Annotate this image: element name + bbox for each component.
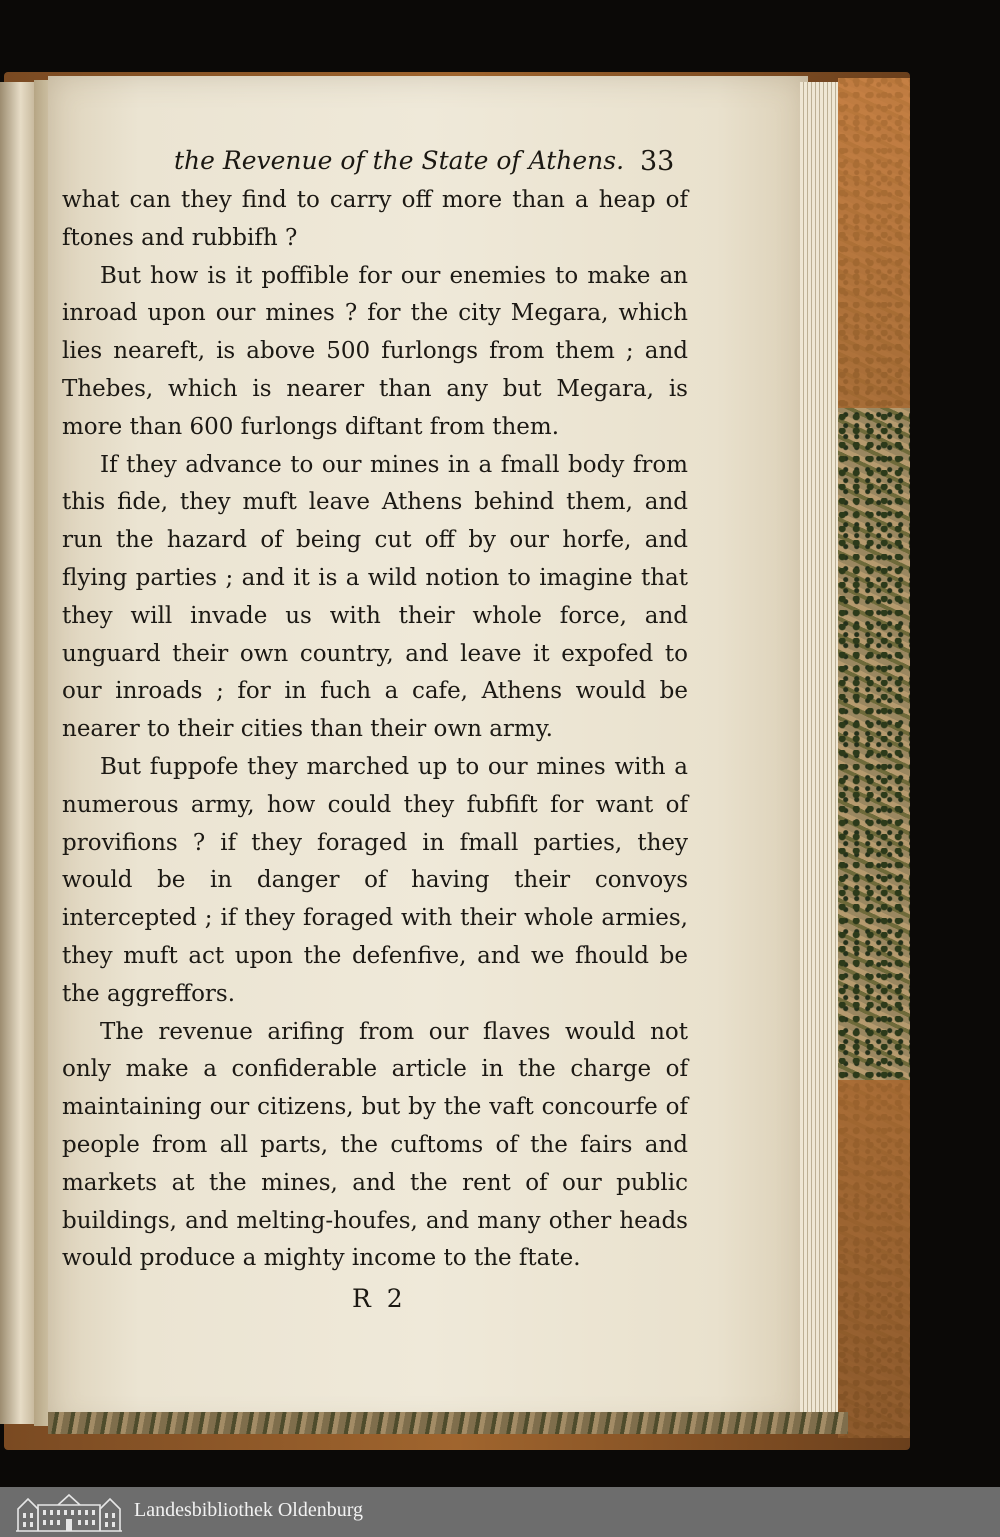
running-head bbox=[174, 146, 694, 186]
paragraph: But fuppofe they marched up to our mines with a numerous army, how could they fubfift for want of provifions ? if they foraged in fmall parties, they would be in danger of having their convoys intercepted ; if they foraged with their whole armies, they muft act upon the defenfive, and we fhould be the aggreffors. bbox=[62, 753, 688, 1007]
library-name: Landesbibliothek Oldenburg bbox=[134, 1499, 364, 1521]
signature-mark: R 2 bbox=[352, 1284, 407, 1313]
bottom-cover-strip bbox=[48, 1412, 848, 1434]
leather-corner-top bbox=[838, 78, 910, 408]
page-number: 33 bbox=[640, 146, 675, 177]
paragraph: If they advance to our mines in a fmall body from this fide, they muft leave Athens behind them, and run the hazard of being cut off by our horfe, and flying parties ; and it is a wild notion to imagine that they will invade us with their whole force, and unguard their own country, and leave it expofed to our inroads ; for in fuch a cafe, Athens would be nearer to their cities than their own army. bbox=[62, 451, 688, 743]
paragraph: what can they find to carry off more than a heap of ftones and rubbifh ? bbox=[62, 187, 688, 251]
paragraph: The revenue arifing from our flaves would not only make a confiderable article in the charge of maintaining our citizens, but by the vaft concourfe of people from all parts, the cuftoms of the fairs and markets at the mines, and the rent of our public buildings, and melting-houfes, and many other heads would produce a mighty income to the ftate. bbox=[62, 1018, 688, 1272]
paragraph: But how is it poffible for our enemies to make an inroad upon our mines ? for the city Megara, which lies neareft, is above 500 furlongs from them ; and Thebes, which is nearer than any but Megara, is more than 600 furlongs diftant from them. bbox=[62, 262, 688, 440]
library-building-icon bbox=[14, 1491, 124, 1533]
body-text bbox=[62, 182, 688, 1278]
leather-corner-bottom bbox=[838, 1080, 910, 1438]
page-edges bbox=[800, 82, 840, 1412]
running-head-title: the Revenue of the State of Athens. bbox=[174, 146, 625, 175]
left-page-edge bbox=[0, 82, 36, 1424]
footer-bar bbox=[0, 1487, 1000, 1537]
